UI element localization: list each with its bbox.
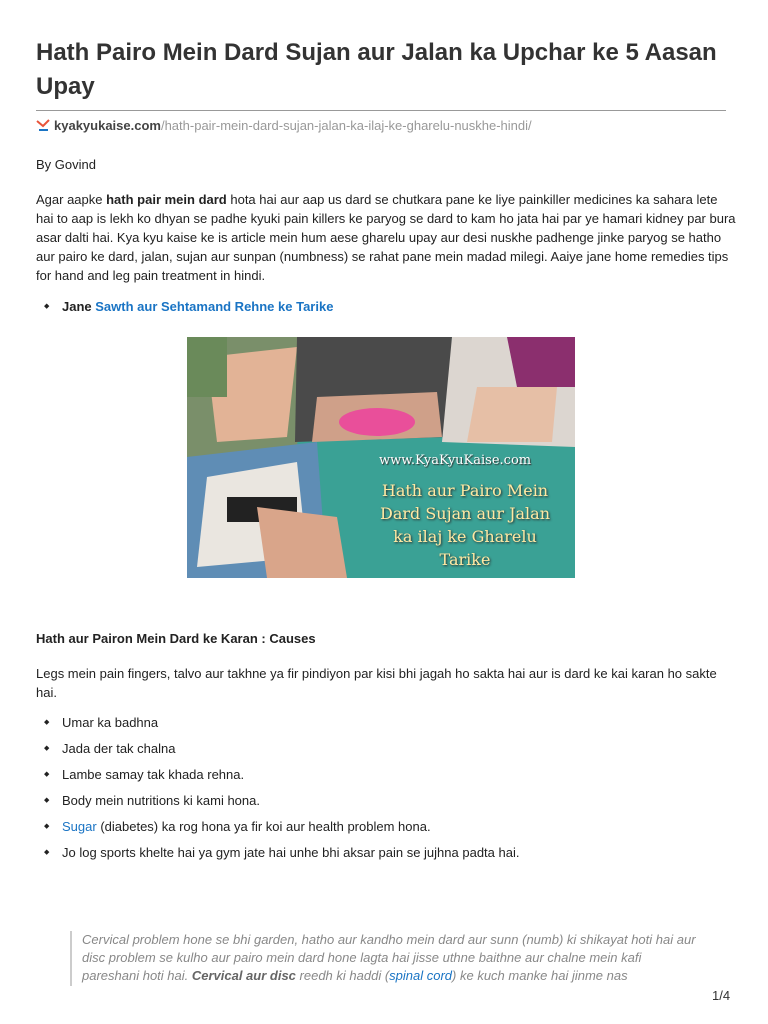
intro-paragraph: Agar aapke hath pair mein dard hota hai aur aap us dard se chutkara pane ke liye painkiller medicines ka sahara lete hai to aap is lekh ko dhyan se padhe kyuki pain killers ke paryog se dard to kam ho jata hai par ye hamari kidney par bura asar dalti hai. Kya kyu kaise ke is article mein hum aese gharelu upay aur desi nuskhe padhenge jinke paryog se hatho aur pairo ke dard, jalan, sujan aur sunpan (numbness) se rahat pane mein madad milegi. Aaiye jane home remedies tips for hand and leg pain treatment in hindi. [36,192,736,283]
hero-site-text: www.KyaKyuKaise.com [379,453,532,468]
hero-caption: Hath aur Pairo Mein Dard Sujan aur Jalan ka ilaj ke Gharelu Tarike [380,481,550,569]
list-item [44,294,734,320]
list-item: ◆ Umar ka badhna [44,710,734,736]
spinal-cord-link[interactable]: spinal cord [389,968,453,983]
causes-list [44,710,734,866]
source-line [36,118,532,133]
page-title: Hath Pairo Mein Dard Sujan aur Jalan ka Upchar ke 5 Aasan Upay [36,39,717,100]
hero-image [187,337,575,578]
list-item: ◆ Jada der tak chalna [44,736,734,762]
causes-intro: Legs mein pain fingers, talvo aur takhne ya fir pindiyon par kisi bhi jagah ho sakta hai aur is dard ke kai karan ho sakte hai. [36,666,717,700]
blockquote-bar [70,931,72,986]
byline: By Govind [36,157,96,172]
related-link[interactable]: Sawth aur Sehtamand Rehne ke Tarike [95,299,334,314]
list-item: ◆ Jo log sports khelte hai ya gym jate hai unhe bhi aksar pain se jujhna padta hai. [44,840,734,866]
list-item: ◆ Sugar (diabetes) ka rog hona ya fir koi aur health problem hona. [44,814,734,840]
sugar-link[interactable]: Sugar [62,819,97,834]
title-divider [36,110,726,111]
intro-bold-phrase: hath pair mein dard [106,192,227,207]
source-domain[interactable]: kyakyukaise.com [54,118,161,133]
source-path[interactable]: /hath-pair-mein-dard-sujan-jalan-ka-ilaj-ke-gharelu-nuskhe-hindi/ [160,118,532,133]
list-item: ◆ Lambe samay tak khada rehna. [44,762,734,788]
site-logo-icon [36,118,50,132]
list-item: ◆ Body mein nutritions ki kami hona. [44,788,734,814]
causes-heading: Hath aur Pairon Mein Dard ke Karan : Causes [36,631,316,646]
related-list [44,294,734,320]
page-number: 1/4 [712,988,731,1003]
related-prefix: Jane [62,299,92,314]
blockquote: Cervical problem hone se bhi garden, hatho aur kandho mein dard aur sunn (numb) ki shikayat hoti hai aur disc problem se kulho aur pairo mein dard hone lagta hai jisse uthne baithne aur chalne mein kafi pareshani hoti hai. Cervical aur disc reedh ki haddi (spinal cord) ke kuch manke hai jinme nas [82,932,696,983]
